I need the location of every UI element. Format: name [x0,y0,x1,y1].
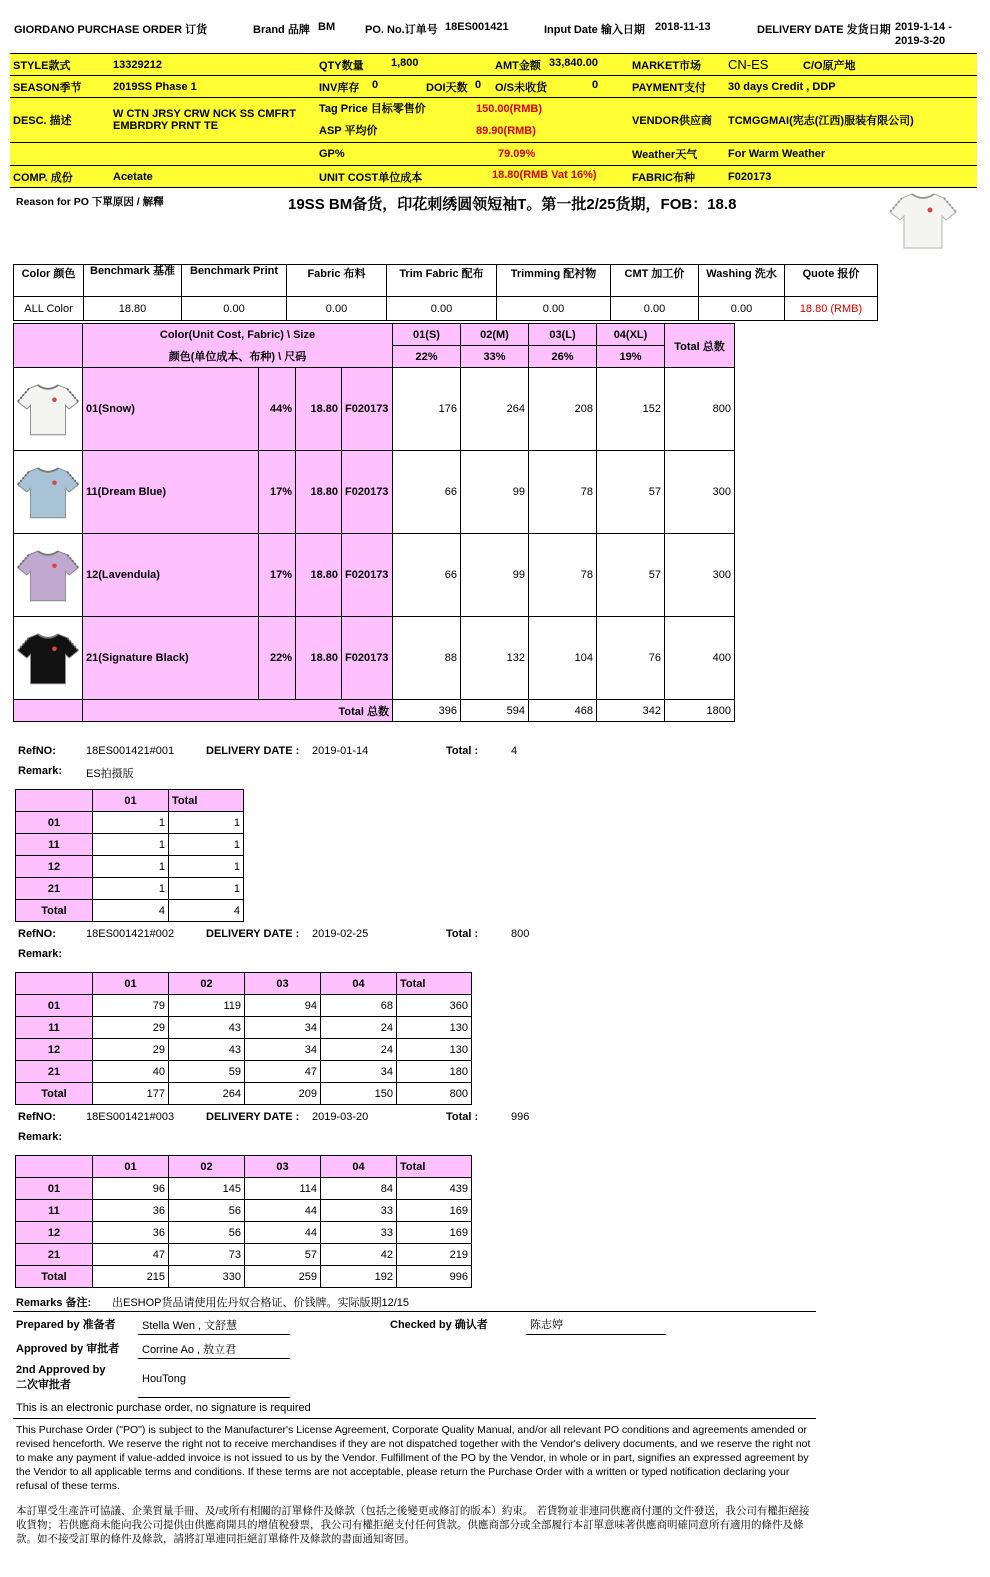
remarks-text: 出ESHOP货品请使用佐丹奴合格证、价钱牌。实际版期12/15 [112,1297,410,1309]
prepared-name: Stella Wen , 文舒慧 [142,1320,238,1332]
color-row [14,617,735,700]
desc-line-1: W CTN JRSY CRW NCK SS CMFRT [113,108,296,120]
desc-line-2: EMBRDRY PRNT TE [113,120,219,132]
ref-number: 18ES001421#003 [86,1111,175,1123]
delivery-row-label: 01 [16,812,93,834]
delivery-row-label: 01 [16,995,93,1017]
size-pct: 33% [461,346,529,368]
weather-label: Weather天气 [629,143,725,166]
delivery-total-col: Total [169,790,244,812]
color-cost: 18.80 [296,451,342,534]
delivery-qty: 439 [397,1178,472,1200]
style-value: 13329212 [110,54,316,76]
delivery-qty: 209 [245,1083,321,1105]
delivery-row-label: 12 [16,1039,93,1061]
delivery-qty: 94 [245,995,321,1017]
color-pct: 17% [259,534,296,617]
co-label: C/O原产地 [803,60,856,72]
cost-header: Quote 报价 [785,265,878,297]
delivery-qty: 150 [321,1083,397,1105]
amt-value: 33,840.00 [549,56,598,69]
delivery-qty: 169 [397,1222,472,1244]
delivery-qty: 996 [397,1266,472,1288]
checked-label: Checked by 确认者 [390,1319,488,1331]
inv-label: INV库存 [319,81,360,94]
delivery-qty: 4 [169,900,244,922]
cost-breakdown-table [13,264,878,321]
delivery-qty: 47 [245,1061,321,1083]
size-qty: 57 [597,451,665,534]
cost-value: 0.00 [287,297,387,321]
delivery-qty: 1 [93,834,169,856]
electronic-note: This is an electronic purchase order, no signature is required [16,1402,311,1414]
delivery-label: DELIVERY DATE 发货日期 [757,24,891,36]
delivery-qty: 330 [169,1266,245,1288]
delivery-table [15,972,472,1105]
remark-label: Remark: [18,1131,63,1143]
delivery-qty: 34 [321,1061,397,1083]
delivery-row-label: 11 [16,1200,93,1222]
color-swatch-cell [14,368,83,451]
delivery-date-label: DELIVERY DATE : [206,1111,300,1123]
fabric-label: FABRIC布种 [629,166,725,188]
delivery-size-col: 01 [93,790,169,812]
brand-label: Brand 品牌 [253,24,310,36]
color-name: 01(Snow) [83,368,259,451]
delivery-size-col: 04 [321,1156,397,1178]
delivery-qty: 1 [93,878,169,900]
delivery-qty: 1 [169,878,244,900]
delivery-qty: 24 [321,1017,397,1039]
size-qty: 132 [461,617,529,700]
delivery-row-label: 21 [16,1244,93,1266]
delivery-total-col: Total [397,973,472,995]
delivery-size-col: 03 [245,1156,321,1178]
cost-header: Trimming 配衬物 [497,265,611,297]
product-tshirt-icon [886,188,960,252]
size-qty: 57 [597,534,665,617]
size-qty: 264 [461,368,529,451]
delivery-qty: 130 [397,1017,472,1039]
ref-label: RefNO: [18,928,56,940]
color-cost: 18.80 [296,534,342,617]
color-pct: 22% [259,617,296,700]
delivery-date: 2019-03-20 [312,1111,369,1123]
color-pct: 17% [259,451,296,534]
remark-text: ES拍摄版 [86,768,134,780]
grand-total-value: 396 [393,700,461,722]
cost-value: 0.00 [699,297,785,321]
cost-header: Fabric 布料 [287,265,387,297]
size-header-line-1: Color(Unit Cost, Fabric) \ Size [83,324,393,346]
size-pct: 19% [597,346,665,368]
payment-label: PAYMENT支付 [629,76,725,98]
cost-value: 18.80 [84,297,182,321]
color-row [14,534,735,617]
style-label: STYLE款式 [10,54,110,76]
asp-value: 89.90(RMB) [476,125,536,137]
delivery-row-label: 21 [16,1061,93,1083]
color-name: 12(Lavendula) [83,534,259,617]
size-total-header: Total 总数 [665,324,735,368]
tag-price-label: Tag Price 目标零售价 [319,103,426,115]
delivery-date-label: DELIVERY DATE : [206,745,300,757]
delivery-qty: 130 [397,1039,472,1061]
unit-cost-value: 18.80(RMB Vat 16%) [492,168,597,181]
delivery-total-label: Total : [446,928,479,940]
delivery-qty: 114 [245,1178,321,1200]
delivery-qty: 177 [93,1083,169,1105]
remark-label: Remark: [18,765,63,777]
size-qty: 208 [529,368,597,451]
ref-label: RefNO: [18,1111,56,1123]
size-qty: 78 [529,451,597,534]
cost-value: 0.00 [182,297,287,321]
size-name: 03(L) [529,324,597,346]
delivery-size-col: 04 [321,973,397,995]
color-name: 11(Dream Blue) [83,451,259,534]
color-swatch-cell [14,617,83,700]
unit-cost-label: UNIT COST单位成本 [319,171,423,184]
cost-value: 0.00 [387,297,497,321]
qty-label: QTY数量 [319,59,364,72]
delivery-qty: 24 [321,1039,397,1061]
inv-value: 0 [372,78,379,91]
delivery-qty: 1 [169,812,244,834]
delivery-row-label: Total [16,900,93,922]
delivery-qty: 84 [321,1178,397,1200]
delivery-qty: 800 [397,1083,472,1105]
asp-label: ASP 平均价 [319,125,378,137]
delivery-qty: 43 [169,1039,245,1061]
season-value: 2019SS Phase 1 [110,76,316,98]
second-approved-name: HouTong [142,1373,187,1385]
delivery-total-label: Total : [446,745,479,757]
delivery-size-col: 02 [169,1156,245,1178]
color-swatch-cell [14,451,83,534]
input-date-label: Input Date 输入日期 [544,24,645,36]
second-approved-label-cn: 二次审批者 [16,1379,71,1391]
color-name: 21(Signature Black) [83,617,259,700]
brand-value: BM [318,21,336,33]
color-total: 300 [665,534,735,617]
delivery-total: 800 [511,928,530,940]
delivery-size-col: 02 [169,973,245,995]
size-qty: 104 [529,617,597,700]
os-label: O/S未收货 [495,81,547,94]
qty-value: 1,800 [391,56,419,69]
quote-value: 18.80 (RMB) [785,297,878,321]
delivery-qty: 1 [169,856,244,878]
delivery-qty: 42 [321,1244,397,1266]
color-total: 800 [665,368,735,451]
cost-value: ALL Color [14,297,84,321]
delivery-qty: 33 [321,1222,397,1244]
size-pct: 26% [529,346,597,368]
delivery-qty: 192 [321,1266,397,1288]
delivery-qty: 34 [245,1039,321,1061]
delivery-qty: 29 [93,1039,169,1061]
second-approved-label: 2nd Approved by [16,1364,106,1376]
color-pct: 44% [259,368,296,451]
weather-value: For Warm Weather [725,143,977,166]
delivery-total-col: Total [397,1156,472,1178]
delivery-row-label: 21 [16,878,93,900]
approved-name: Corrine Ao , 敖立君 [142,1344,237,1356]
prepared-label: Prepared by 准备者 [16,1319,116,1331]
delivery-table [15,1155,472,1288]
color-fabric: F020173 [342,368,393,451]
delivery-row-label: 12 [16,1222,93,1244]
checked-name: 陈志婷 [530,1319,563,1331]
remark-label: Remark: [18,948,63,960]
delivery-range-start: 2019-1-14 - [895,21,952,33]
tshirt-icon [14,379,82,439]
delivery-size-col: 01 [93,1156,169,1178]
color-cost: 18.80 [296,617,342,700]
delivery-qty: 180 [397,1061,472,1083]
color-row [14,368,735,451]
delivery-date: 2019-02-25 [312,928,369,940]
color-swatch-cell [14,534,83,617]
grand-total-value: 1800 [665,700,735,722]
terms-english: This Purchase Order ("PO") is subject to the Manufacturer's License Agreement, Corporate Quality Manual, and/or all relevant PO conditions and agreements amended or revised henceforth. We reserve the right not to receive merchandises if they are not dispatched together with the Vendor's delivery documents, and we reserve the right not to make any payment if value-added invoice is not issued to us by the Vendor. Fulfillment of the PO by the Vendor, in whole or in part, signifies an expressed agreement by the Vendor to all applicable terms and conditions. If these terms are not acceptable, please return the Purchase Order with a written or typed notification declaring your refusal of these terms. [16,1424,811,1492]
input-date: 2018-11-13 [655,21,711,33]
size-pct: 22% [393,346,461,368]
delivery-qty: 36 [93,1200,169,1222]
cost-header: Benchmark Print [182,265,287,297]
delivery-row-label: Total [16,1083,93,1105]
delivery-qty: 4 [93,900,169,922]
desc-label: DESC. 描述 [10,98,110,143]
tshirt-icon [14,628,82,688]
size-name: 01(S) [393,324,461,346]
delivery-qty: 169 [397,1200,472,1222]
delivery-qty: 43 [169,1017,245,1039]
color-fabric: F020173 [342,617,393,700]
color-total: 300 [665,451,735,534]
delivery-qty: 1 [93,812,169,834]
cost-header: Color 颜色 [14,265,84,297]
tshirt-icon [14,545,82,605]
size-name: 04(XL) [597,324,665,346]
size-qty: 99 [461,451,529,534]
delivery-date: 2019-01-14 [312,745,369,757]
delivery-qty: 1 [93,856,169,878]
size-qty: 66 [393,534,461,617]
vendor-value: TCMGGMAI(宪志(江西)服装有限公司) [725,98,977,143]
po-number: 18ES001421 [445,21,509,33]
delivery-qty: 33 [321,1200,397,1222]
size-qty: 99 [461,534,529,617]
delivery-date-label: DELIVERY DATE : [206,928,300,940]
delivery-qty: 56 [169,1200,245,1222]
cost-value: 0.00 [497,297,611,321]
color-fabric: F020173 [342,451,393,534]
delivery-qty: 59 [169,1061,245,1083]
cost-header: CMT 加工价 [611,265,699,297]
payment-value: 30 days Credit , DDP [725,76,977,98]
comp-label: COMP. 成份 [10,166,110,188]
delivery-qty: 219 [397,1244,472,1266]
delivery-range-end: 2019-3-20 [895,35,946,47]
grand-total-value: 594 [461,700,529,722]
size-qty: 88 [393,617,461,700]
grand-total-label: Total 总数 [83,700,393,722]
gp-value: 79.09% [498,148,536,160]
delivery-total: 996 [511,1111,530,1123]
delivery-qty: 215 [93,1266,169,1288]
grand-total-value: 468 [529,700,597,722]
doi-value: 0 [475,78,482,91]
vendor-label: VENDOR供应商 [629,98,725,143]
market-label: MARKET市场 [629,54,725,76]
size-name: 02(M) [461,324,529,346]
terms-chinese: 本訂單受生產許可協議、企業質量手冊、及/或所有相關的訂單條件及條款（包括之後變更或修訂的版本）約束。 若貨物並非連同供應商付運的文件發送，我公司有權拒絕接收貨物；若供應商未能向我公司提供由供應商開具的增值稅發票，我公司有權拒絕支付任何貨款。供應商部分或全部履行本訂單意味著供應商明確同意所有適用的條件及條款。如不接受訂單的條件及條款，請將訂單連同拒絕訂單條件及條款的書面通知寄回。 [16,1505,810,1545]
cost-header: Washing 洗水 [699,265,785,297]
delivery-size-col: 01 [93,973,169,995]
size-qty: 78 [529,534,597,617]
fabric-value: F020173 [725,166,977,188]
delivery-qty: 360 [397,995,472,1017]
cost-header: Benchmark 基准 [84,265,182,297]
color-row [14,451,735,534]
size-header-line-2: 颜色(单位成本、布种) \ 尺码 [83,346,393,368]
size-qty: 76 [597,617,665,700]
delivery-qty: 56 [169,1222,245,1244]
delivery-qty: 47 [93,1244,169,1266]
approved-label: Approved by 审批者 [16,1343,120,1355]
grand-total-value: 342 [597,700,665,722]
delivery-row-label: Total [16,1266,93,1288]
delivery-total: 4 [511,745,518,757]
delivery-qty: 40 [93,1061,169,1083]
delivery-size-col: 03 [245,973,321,995]
delivery-qty: 145 [169,1178,245,1200]
po-info-table [10,53,977,188]
delivery-row-label: 12 [16,856,93,878]
os-value: 0 [592,78,599,91]
delivery-table [15,789,244,922]
color-cost: 18.80 [296,368,342,451]
delivery-qty: 29 [93,1017,169,1039]
size-qty: 66 [393,451,461,534]
remarks-label: Remarks 备注: [16,1297,92,1309]
delivery-qty: 119 [169,995,245,1017]
market-value: CN-ES [728,57,769,72]
tshirt-icon [14,462,82,522]
comp-value: Acetate [110,166,316,188]
delivery-row-label: 01 [16,1178,93,1200]
po-label: PO. No.订单号 [365,24,438,36]
delivery-qty: 36 [93,1222,169,1244]
tag-price-value: 150.00(RMB) [476,103,543,115]
color-fabric: F020173 [342,534,393,617]
ref-number: 18ES001421#002 [86,928,175,940]
reason-text: 19SS BM备货，印花刺绣圆领短袖T。第一批2/25货期，FOB：18.8 [288,196,737,213]
season-label: SEASON季节 [10,76,110,98]
delivery-row-label: 11 [16,834,93,856]
delivery-qty: 79 [93,995,169,1017]
size-breakdown-table [13,323,735,722]
delivery-qty: 1 [169,834,244,856]
doi-label: DOI天数 [426,81,468,94]
delivery-qty: 73 [169,1244,245,1266]
delivery-qty: 259 [245,1266,321,1288]
cost-header: Trim Fabric 配布 [387,265,497,297]
delivery-row-label: 11 [16,1017,93,1039]
company-title: GIORDANO PURCHASE ORDER 订货 [14,24,208,36]
delivery-total-label: Total : [446,1111,479,1123]
delivery-qty: 34 [245,1017,321,1039]
delivery-qty: 44 [245,1222,321,1244]
delivery-qty: 96 [93,1178,169,1200]
gp-label: GP% [319,148,345,160]
size-qty: 176 [393,368,461,451]
color-total: 400 [665,617,735,700]
cost-value: 0.00 [611,297,699,321]
amt-label: AMT金额 [495,59,541,72]
delivery-qty: 68 [321,995,397,1017]
ref-number: 18ES001421#001 [86,745,175,757]
delivery-qty: 57 [245,1244,321,1266]
reason-label: Reason for PO 下單原因 / 解釋 [16,196,164,208]
ref-label: RefNO: [18,745,56,757]
delivery-qty: 264 [169,1083,245,1105]
size-qty: 152 [597,368,665,451]
delivery-qty: 44 [245,1200,321,1222]
